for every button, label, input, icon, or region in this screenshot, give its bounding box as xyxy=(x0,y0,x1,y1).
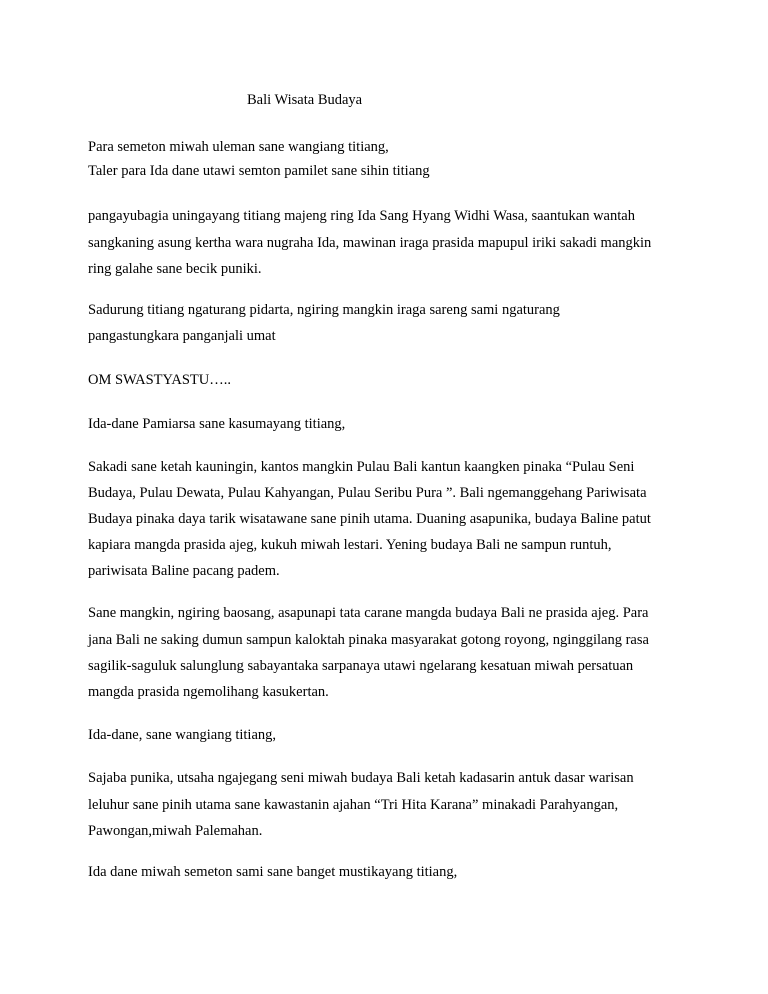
paragraph-3-line-4: kapiara mangda prasida ajeg, kukuh miwah lestari. Yening budaya Bali ne sampun runtuh, xyxy=(88,537,612,553)
address-2: Ida-dane, sane wangiang titiang, xyxy=(88,727,277,743)
paragraph-3-line-3: Budaya pinaka daya tarik wisatawane sane pinih utama. Duaning asapunika, budaya Baline patut xyxy=(88,511,651,527)
paragraph-5-line-3: Pawongan,miwah Palemahan. xyxy=(88,823,263,839)
greeting-line-1: Para semeton miwah uleman sane wangiang titiang, xyxy=(88,139,389,155)
paragraph-3-line-2: Budaya, Pulau Dewata, Pulau Kahyangan, Pulau Seribu Pura ”. Bali ngemanggehang Pariwisata xyxy=(88,485,647,501)
greeting-line-2: Taler para Ida dane utawi semton pamilet sane sihin titiang xyxy=(88,163,430,179)
paragraph-4-line-3: sagilik-saguluk salunglung sabayantaka sarpanaya utawi ngelarang kesatuan miwah persatuan xyxy=(88,658,634,674)
paragraph-4-line-4: mangda prasida ngemolihang kasukertan. xyxy=(88,684,329,700)
document-title: Bali Wisata Budaya xyxy=(247,92,363,108)
salutation: OM SWASTYASTU….. xyxy=(88,372,232,388)
paragraph-5-line-2: leluhur sane pinih utama sane kawastanin ajahan “Tri Hita Karana” minakadi Parahyangan, xyxy=(88,797,619,813)
paragraph-1-line-2: sangkaning asung kertha wara nugraha Ida, mawinan iraga prasida mapupul iriki sakadi mangkin xyxy=(88,235,652,251)
paragraph-5-line-1: Sajaba punika, utsaha ngajegang seni miwah budaya Bali ketah kadasarin antuk dasar warisan xyxy=(88,770,634,786)
paragraph-3-line-5: pariwisata Baline pacang padem. xyxy=(88,563,280,579)
paragraph-2-line-2: pangastungkara panganjali umat xyxy=(88,328,276,344)
paragraph-4-line-2: jana Bali ne saking dumun sampun kaloktah pinaka masyarakat gotong royong, nginggilang rasa xyxy=(88,632,649,648)
address-1: Ida-dane Pamiarsa sane kasumayang titiang, xyxy=(88,416,346,432)
paragraph-1-line-3: ring galahe sane becik puniki. xyxy=(88,261,262,277)
paragraph-4-line-1: Sane mangkin, ngiring baosang, asapunapi tata carane mangda budaya Bali ne prasida ajeg. Para xyxy=(88,605,649,621)
paragraph-2-line-1: Sadurung titiang ngaturang pidarta, ngiring mangkin iraga sareng sami ngaturang xyxy=(88,302,560,318)
paragraph-3-line-1: Sakadi sane ketah kauningin, kantos mangkin Pulau Bali kantun kaangken pinaka “Pulau Seni xyxy=(88,459,635,475)
address-3: Ida dane miwah semeton sami sane banget mustikayang titiang, xyxy=(88,864,458,880)
paragraph-1-line-1: pangayubagia uningayang titiang majeng ring Ida Sang Hyang Widhi Wasa, saantukan wantah xyxy=(88,208,635,224)
